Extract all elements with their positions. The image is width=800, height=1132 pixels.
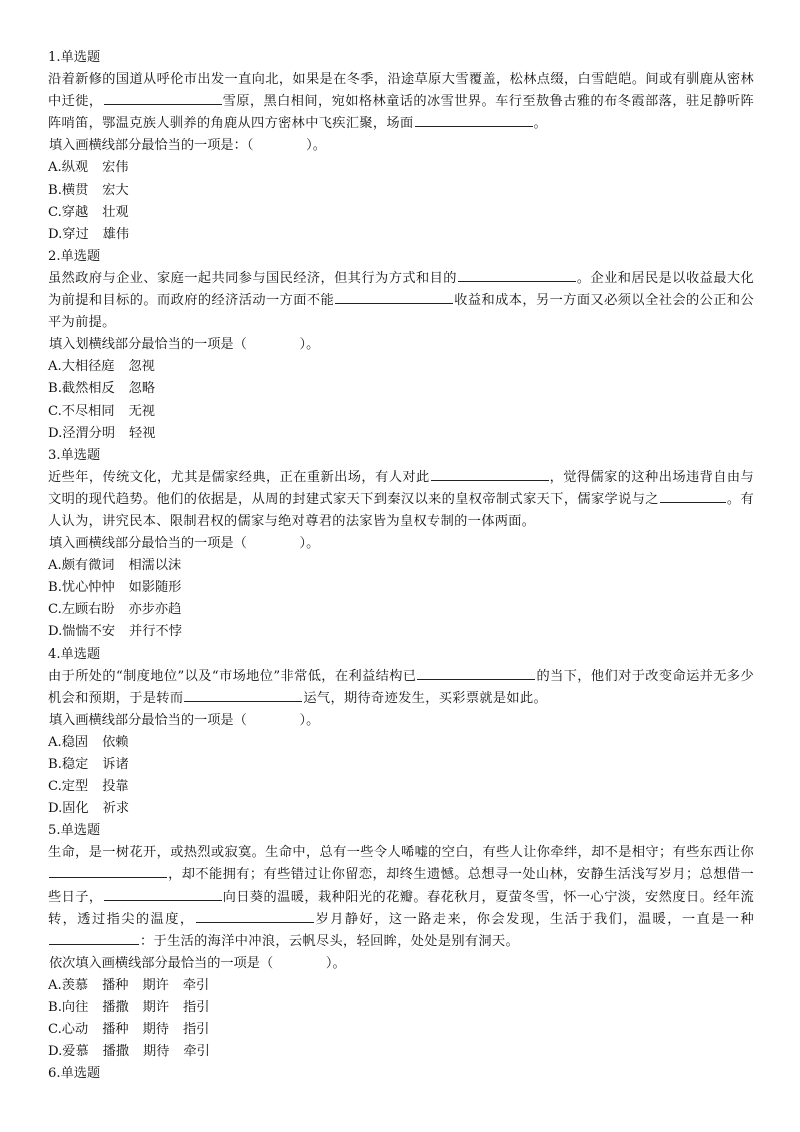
question-header: 2.单选题	[48, 248, 101, 264]
answer-blank	[184, 688, 302, 702]
option-a[interactable]: A.大相径庭 忽视	[48, 359, 155, 375]
question-prompt: 填入画横线部分最恰当的一项是（ ）。	[49, 536, 320, 552]
option-c[interactable]: C.穿越 壮观	[48, 204, 129, 220]
answer-blank	[415, 113, 533, 127]
question-header: 3.单选题	[48, 447, 101, 463]
question-3	[48, 445, 754, 644]
option-d[interactable]: D.固化 祈求	[48, 801, 130, 817]
answer-blank	[458, 268, 576, 282]
option-d[interactable]: D.爱慕 播撒 期待 牵引	[48, 1044, 210, 1060]
option-b[interactable]: B.向往 播撒 期许 指引	[48, 1000, 210, 1016]
question-2	[48, 246, 754, 445]
question-text: 沿着新修的国道从呼伦市出发一直向北，如果是在冬季，沿途草原大雪覆盖，松林点缀，白雪皑皑。间或有驯鹿从密林中迁徙， 雪原，黑白相间，宛如格林童话的冰雪世界。车行至敖鲁古雅的布冬霞部落，驻足静听阵阵哨笛，鄂温克族人驯养的角鹿从四方密林中飞疾汇聚，场面 。	[48, 72, 754, 132]
option-c[interactable]: C.不尽相同 无视	[48, 403, 155, 419]
option-b[interactable]: B.截然相反 忽略	[48, 381, 156, 397]
question-4	[48, 644, 754, 821]
question-6	[48, 1063, 754, 1085]
answer-blank	[660, 489, 726, 503]
question-text: 虽然政府与企业、家庭一起共同参与国民经济，但其行为方式和目的 。企业和居民是以收益最大化为前提和目标的。而政府的经济活动一方面不能 收益和成本，另一方面又必须以全社会的公正和公平为前提。	[48, 268, 754, 334]
question-text: 生命，是一树花开，或热烈或寂寞。生命中，总有一些令人唏嘘的空白，有些人让你牵绊，却不是相守；有些东西让你，却不能拥有；有些错过让你留恋，却终生遗憾。总想寻一处山林，安静生活浅写岁月；总想借一些日子， 向日葵的温暖，栽种阳光的花瓣。春花秋月，夏萤冬雪，怀一心宁淡，安然度日。经年流转，透过指尖的温度， 岁月静好，这一路走来，你会发现，生活于我们，温暖，一直是一种：于生活的海洋中冲浪，云帆尽头，轻回眸，处处是别有洞天。	[48, 845, 754, 949]
question-header: 4.单选题	[48, 646, 101, 662]
option-b[interactable]: B.忧心忡忡 如影随形	[48, 580, 182, 596]
answer-blank	[49, 864, 167, 878]
option-b[interactable]: B.稳定 诉诸	[48, 757, 129, 772]
answer-blank	[431, 467, 549, 481]
question-text: 由于所处的“制度地位”以及“市场地位”非常低，在利益结构已 的当下，他们对于改变命运并无多少机会和预期，于是转而 运气，期待奇迹发生，买彩票就是如此。	[48, 666, 754, 710]
option-a[interactable]: A.颇有微词 相濡以沫	[48, 558, 182, 574]
question-1	[48, 47, 754, 246]
option-d[interactable]: D.惴惴不安 并行不悖	[48, 624, 182, 640]
option-a[interactable]: A.纵观 宏伟	[48, 160, 129, 176]
answer-blank	[335, 290, 453, 304]
option-a[interactable]: A.稳固 依赖	[48, 734, 129, 750]
answer-blank	[49, 931, 139, 945]
option-a[interactable]: A.羡慕 播种 期许 牵引	[48, 977, 210, 993]
option-d[interactable]: D.穿过 雄伟	[48, 226, 130, 242]
question-5	[48, 820, 754, 1063]
question-header: 5.单选题	[48, 823, 101, 839]
question-header: 6.单选题	[48, 1066, 101, 1082]
option-c[interactable]: C.左顾右盼 亦步亦趋	[48, 602, 182, 618]
answer-blank	[104, 91, 222, 105]
option-c[interactable]: C.心动 播种 期待 指引	[48, 1022, 210, 1038]
answer-blank	[417, 666, 535, 680]
answer-blank	[104, 887, 222, 901]
question-document	[48, 47, 754, 1085]
option-d[interactable]: D.泾渭分明 轻视	[48, 425, 156, 441]
question-prompt: 填入画横线部分最恰当的一项是：（ ）。	[49, 138, 326, 154]
question-prompt: 填入划横线部分最恰当的一项是（ ）。	[49, 337, 320, 353]
option-b[interactable]: B.横贯 宏大	[48, 182, 129, 198]
option-c[interactable]: C.定型 投靠	[48, 779, 129, 795]
question-prompt: 填入画横线部分最恰当的一项是（ ）。	[49, 712, 320, 728]
question-prompt: 依次填入画横线部分最恰当的一项是（ ）。	[49, 955, 346, 971]
answer-blank	[196, 909, 314, 923]
question-header: 1.单选题	[48, 50, 101, 65]
question-text: 近些年，传统文化，尤其是儒家经典，正在重新出场，有人对此 ，觉得儒家的这种出场违背自由与文明的现代趋势。他们的依据是，从周的封建式家天下到秦汉以来的皇权帝制式家天下，儒家学说与之 。有人认为，讲究民本、限制君权的儒家与绝对尊君的法家皆为皇权专制的一体两面。	[48, 467, 754, 533]
